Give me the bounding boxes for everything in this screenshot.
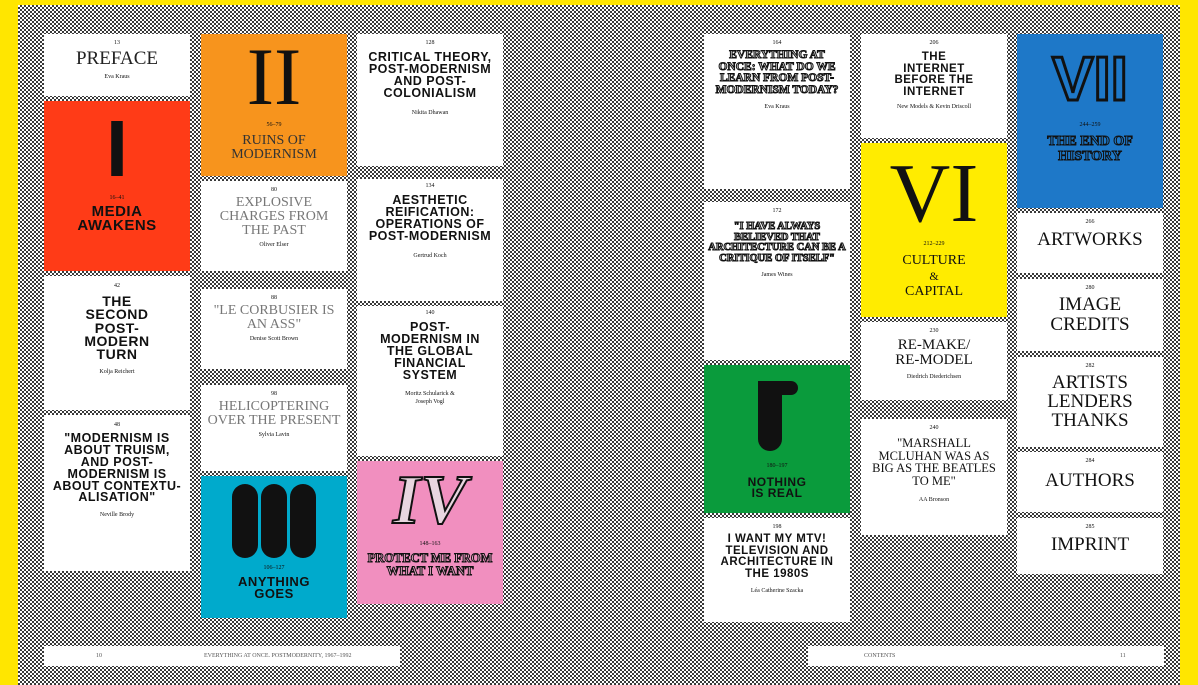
page-number: 198: [772, 524, 782, 530]
left-footer: [44, 646, 400, 666]
entry-title: CRITICAL THEORY, POST-MODERNISM AND POST-COLONIALISM: [368, 50, 492, 100]
section-title-line: &: [929, 269, 939, 283]
entry-author: Nikita Dhawan: [411, 109, 449, 116]
entry-title: AESTHETIC REIFICATION: OPERATIONS OF POST-MODERNISM: [368, 193, 492, 243]
entry-author: Neville Brody: [99, 512, 135, 519]
entry-author: Eva Kraus: [104, 74, 130, 80]
entry-title: I WANT MY MTV! TELEVISION AND ARCHITECTURE IN THE 1980S: [720, 533, 834, 580]
page-number: 240: [929, 425, 939, 431]
section-numeral: IV: [393, 462, 467, 539]
section-title-line: CAPITAL: [905, 284, 963, 299]
section-title: RUINS OF MODERNISM: [231, 133, 317, 162]
entry-title: EXPLOSIVE CHARGES FROM THE PAST: [219, 195, 329, 238]
page-number: 134: [425, 183, 435, 189]
entry-author: Moritz Schularick & Joseph Vogl: [405, 391, 455, 406]
entry-title: THE SECOND POST-MODERN TURN: [84, 293, 150, 363]
section-title: NOTHING IS REAL: [747, 475, 807, 501]
pillar-shape: [261, 484, 287, 558]
entry-financial[interactable]: [357, 306, 503, 456]
section-i[interactable]: [44, 101, 190, 271]
section-vi[interactable]: [861, 143, 1007, 317]
footer-title: EVERYTHING AT ONCE. POSTMODERNITY, 1967–1992: [204, 653, 352, 659]
entry-author: Oliver Elser: [259, 242, 289, 248]
entry-title: RE-MAKE/ RE-MODEL: [895, 337, 973, 368]
page-number: 230: [929, 328, 939, 334]
section-iv[interactable]: [357, 461, 503, 604]
page-number: 98: [271, 391, 277, 397]
entry-title: "LE CORBUSIER IS AN ASS": [213, 303, 335, 332]
right-footer: [808, 646, 1164, 666]
section-title: PROTECT ME FROM WHAT I WANT: [367, 551, 493, 578]
page-number: 88: [271, 295, 277, 301]
entry-title: IMPRINT: [1050, 534, 1130, 555]
section-pages: 106–127: [263, 565, 285, 571]
entry-title: ARTWORKS: [1037, 229, 1143, 250]
section-pages: 180–197: [766, 463, 788, 469]
section-ii[interactable]: [201, 34, 347, 176]
entry-preface[interactable]: [44, 34, 190, 96]
entry-title: AUTHORS: [1045, 470, 1135, 491]
entry-author: AA Bronson: [918, 497, 950, 503]
entry-title: ARTISTS LENDERS THANKS: [1047, 372, 1133, 431]
page-number: 140: [425, 310, 435, 316]
page-number: 206: [929, 40, 939, 46]
section-numeral: I: [105, 104, 129, 193]
entry-critical[interactable]: [357, 34, 503, 166]
entry-mcluhan[interactable]: [861, 419, 1007, 535]
page-number: 285: [1085, 524, 1095, 530]
entry-truism[interactable]: [44, 415, 190, 571]
entry-author: Eva Kraus: [764, 104, 790, 110]
entry-thanks[interactable]: [1017, 357, 1163, 447]
entry-author: Léa Catherine Szacka: [750, 588, 804, 594]
bar-shape: [758, 381, 798, 395]
page-number: 266: [1085, 219, 1095, 225]
page-number: 80: [271, 187, 277, 193]
entry-title: POST-MODERNISM IN THE GLOBAL FINANCIAL SYSTEM: [380, 320, 480, 382]
entry-author: Diedrich Diederichsen: [906, 374, 962, 380]
entry-aesthetic[interactable]: [357, 179, 503, 301]
section-iii[interactable]: [201, 476, 347, 618]
section-numeral: VI: [889, 147, 979, 240]
entry-title: "MARSHALL MCLUHAN WAS AS BIG AS THE BEATLES TO ME": [872, 436, 996, 488]
page-number: 282: [1085, 363, 1095, 369]
pillar-shape: [290, 484, 316, 558]
entry-title: PREFACE: [75, 48, 158, 69]
entry-helicopter[interactable]: [201, 385, 347, 471]
page-number: 172: [772, 208, 782, 214]
footer-page-number: 10: [96, 653, 102, 659]
section-numeral-graphic: [201, 484, 347, 558]
page-number: 48: [114, 422, 120, 428]
section-vii[interactable]: [1017, 34, 1163, 208]
entry-title: IMAGE CREDITS: [1050, 294, 1130, 335]
entry-remake[interactable]: [861, 322, 1007, 400]
entry-author: Denise Scott Brown: [249, 336, 299, 342]
entry-artworks[interactable]: [1017, 213, 1163, 273]
page-number: 164: [772, 40, 782, 46]
section-pages: 212–229: [923, 241, 945, 247]
section-numeral: II: [246, 34, 302, 122]
entry-imprint[interactable]: [1017, 518, 1163, 574]
footer-page-number: 11: [1120, 653, 1126, 659]
page-number: 42: [114, 283, 120, 289]
section-title: ANYTHING GOES: [238, 574, 310, 602]
entry-author: Sylvia Lavin: [258, 432, 290, 438]
section-numeral-graphic: [754, 381, 800, 457]
entry-title: EVERYTHING AT ONCE: WHAT DO WE LEARN FROM POST-MODERNISM TODAY?: [715, 49, 839, 96]
book-spread: [18, 5, 1180, 685]
entry-author: Gertrud Koch: [413, 252, 447, 259]
entry-author: James Wines: [761, 272, 793, 278]
entry-authors[interactable]: [1017, 452, 1163, 512]
entry-critique[interactable]: [704, 202, 850, 360]
section-title-line: CULTURE: [902, 253, 966, 268]
section-title: MEDIA AWAKENS: [77, 203, 157, 235]
entry-internet[interactable]: [861, 34, 1007, 138]
entry-title: "MODERNISM IS ABOUT TRUISM, AND POST-MODERNISM IS ABOUT CONTEXTU-ALISATION": [52, 431, 182, 505]
entry-mtv[interactable]: [704, 518, 850, 622]
entry-title: "I HAVE ALWAYS BELIEVED THAT ARCHITECTURE CAN BE A CRITIQUE OF ITSELF": [708, 221, 846, 264]
entry-second-turn[interactable]: [44, 276, 190, 410]
section-pages: 56–79: [266, 122, 282, 128]
entry-corbusier[interactable]: [201, 289, 347, 369]
section-title: THE END OF HISTORY: [1047, 134, 1133, 165]
section-numeral: VII: [1052, 45, 1128, 114]
entry-everything[interactable]: [704, 34, 850, 189]
entry-author: New Models & Kevin Driscoll: [897, 104, 971, 110]
entry-title: HELICOPTERING OVER THE PRESENT: [207, 399, 341, 428]
section-pages: 16–41: [109, 195, 125, 201]
footer-label: CONTENTS: [864, 653, 896, 659]
page-number: 13: [114, 40, 120, 46]
entry-title: THE INTERNET BEFORE THE INTERNET: [894, 51, 974, 98]
entry-author: Kolja Reichert: [99, 369, 135, 376]
section-pages: 244–259: [1079, 122, 1101, 128]
entry-credits[interactable]: [1017, 279, 1163, 351]
section-v[interactable]: [704, 365, 850, 513]
pillar-shape: [232, 484, 258, 558]
page-number: 128: [425, 40, 435, 46]
entry-explosive[interactable]: [201, 181, 347, 271]
page-number: 280: [1085, 285, 1095, 291]
section-pages: 148–163: [419, 541, 441, 547]
page-number: 284: [1085, 458, 1095, 464]
